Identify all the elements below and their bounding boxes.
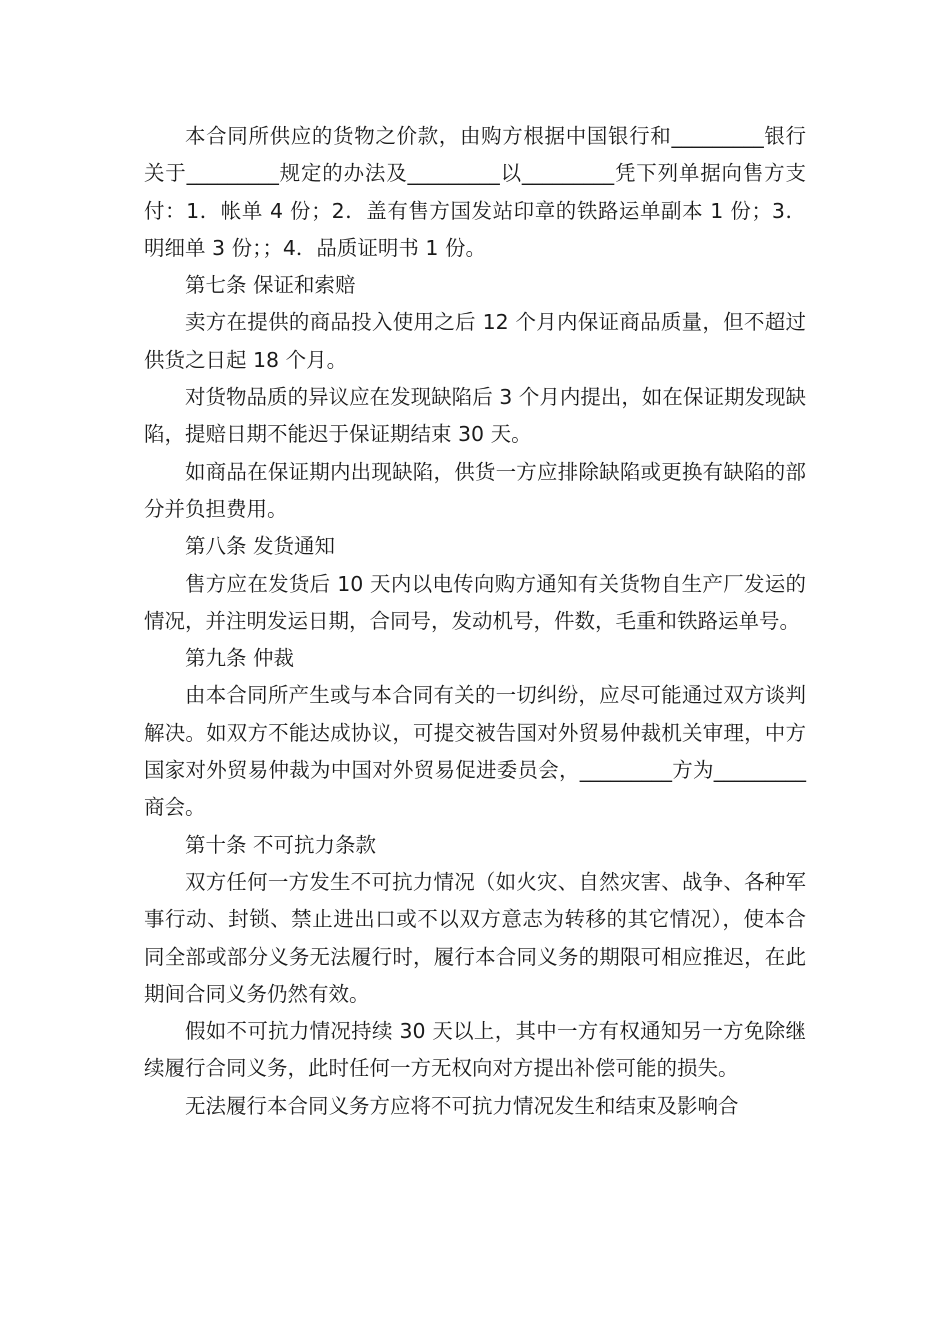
article-7-heading: 第七条 保证和索赔 bbox=[185, 273, 356, 298]
document-body bbox=[144, 118, 806, 1125]
shipment-notice-paragraph: 售方应在发货后 10 天内以电传向购方通知有关货物自生产厂发运的情况，并注明发运日期，合同号，发动机号，件数，毛重和铁路运单号。 bbox=[144, 571, 806, 633]
quality-objection-paragraph: 对货物品质的异议应在发现缺陷后 3 个月内提出，如在保证期发现缺陷，提赔日期不能迟于保证期结束 30 天。 bbox=[144, 385, 806, 447]
article-8-heading: 第八条 发货通知 bbox=[185, 534, 336, 559]
clause-payment-paragraph: 本合同所供应的货物之价款，由购方根据中国银行和_________银行关于_________规定的办法及_________以_________凭下列单据向售方支付：1．帐单 4 份；2．盖有售方国发站印章的铁路运单副本 1 份；3．明细单 3 份；；4．品质证明书 1 份。 bbox=[144, 124, 806, 260]
arbitration-paragraph: 由本合同所产生或与本合同有关的一切纠纷，应尽可能通过双方谈判解决。如双方不能达成协议，可提交被告国对外贸易仲裁机关审理，中方国家对外贸易仲裁为中国对外贸易促进委员会，_________方为_________商会。 bbox=[144, 683, 806, 820]
force-majeure-paragraph: 双方任何一方发生不可抗力情况（如火灾、自然灾害、战争、各种军事行动、封锁、禁止进出口或不以双方意志为转移的其它情况），使本合同全部或部分义务无法履行时，履行本合同义务的期限可相应推迟，在此期间合同义务仍然有效。 bbox=[144, 869, 806, 1006]
article-9-heading: 第九条 仲裁 bbox=[185, 646, 295, 671]
warranty-period-paragraph: 卖方在提供的商品投入使用之后 12 个月内保证商品质量，但不超过供货之日起 18 个月。 bbox=[144, 310, 806, 372]
force-majeure-duration-paragraph: 假如不可抗力情况持续 30 天以上，其中一方有权通知另一方免除继续履行合同义务，此时任何一方无权向对方提出补偿可能的损失。 bbox=[144, 1019, 806, 1081]
force-majeure-notice-paragraph: 无法履行本合同义务方应将不可抗力情况发生和结束及影响合 bbox=[185, 1093, 739, 1118]
defect-remedy-paragraph: 如商品在保证期内出现缺陷，供货一方应排除缺陷或更换有缺陷的部分并负担费用。 bbox=[144, 459, 806, 521]
article-10-heading: 第十条 不可抗力条款 bbox=[185, 832, 377, 857]
